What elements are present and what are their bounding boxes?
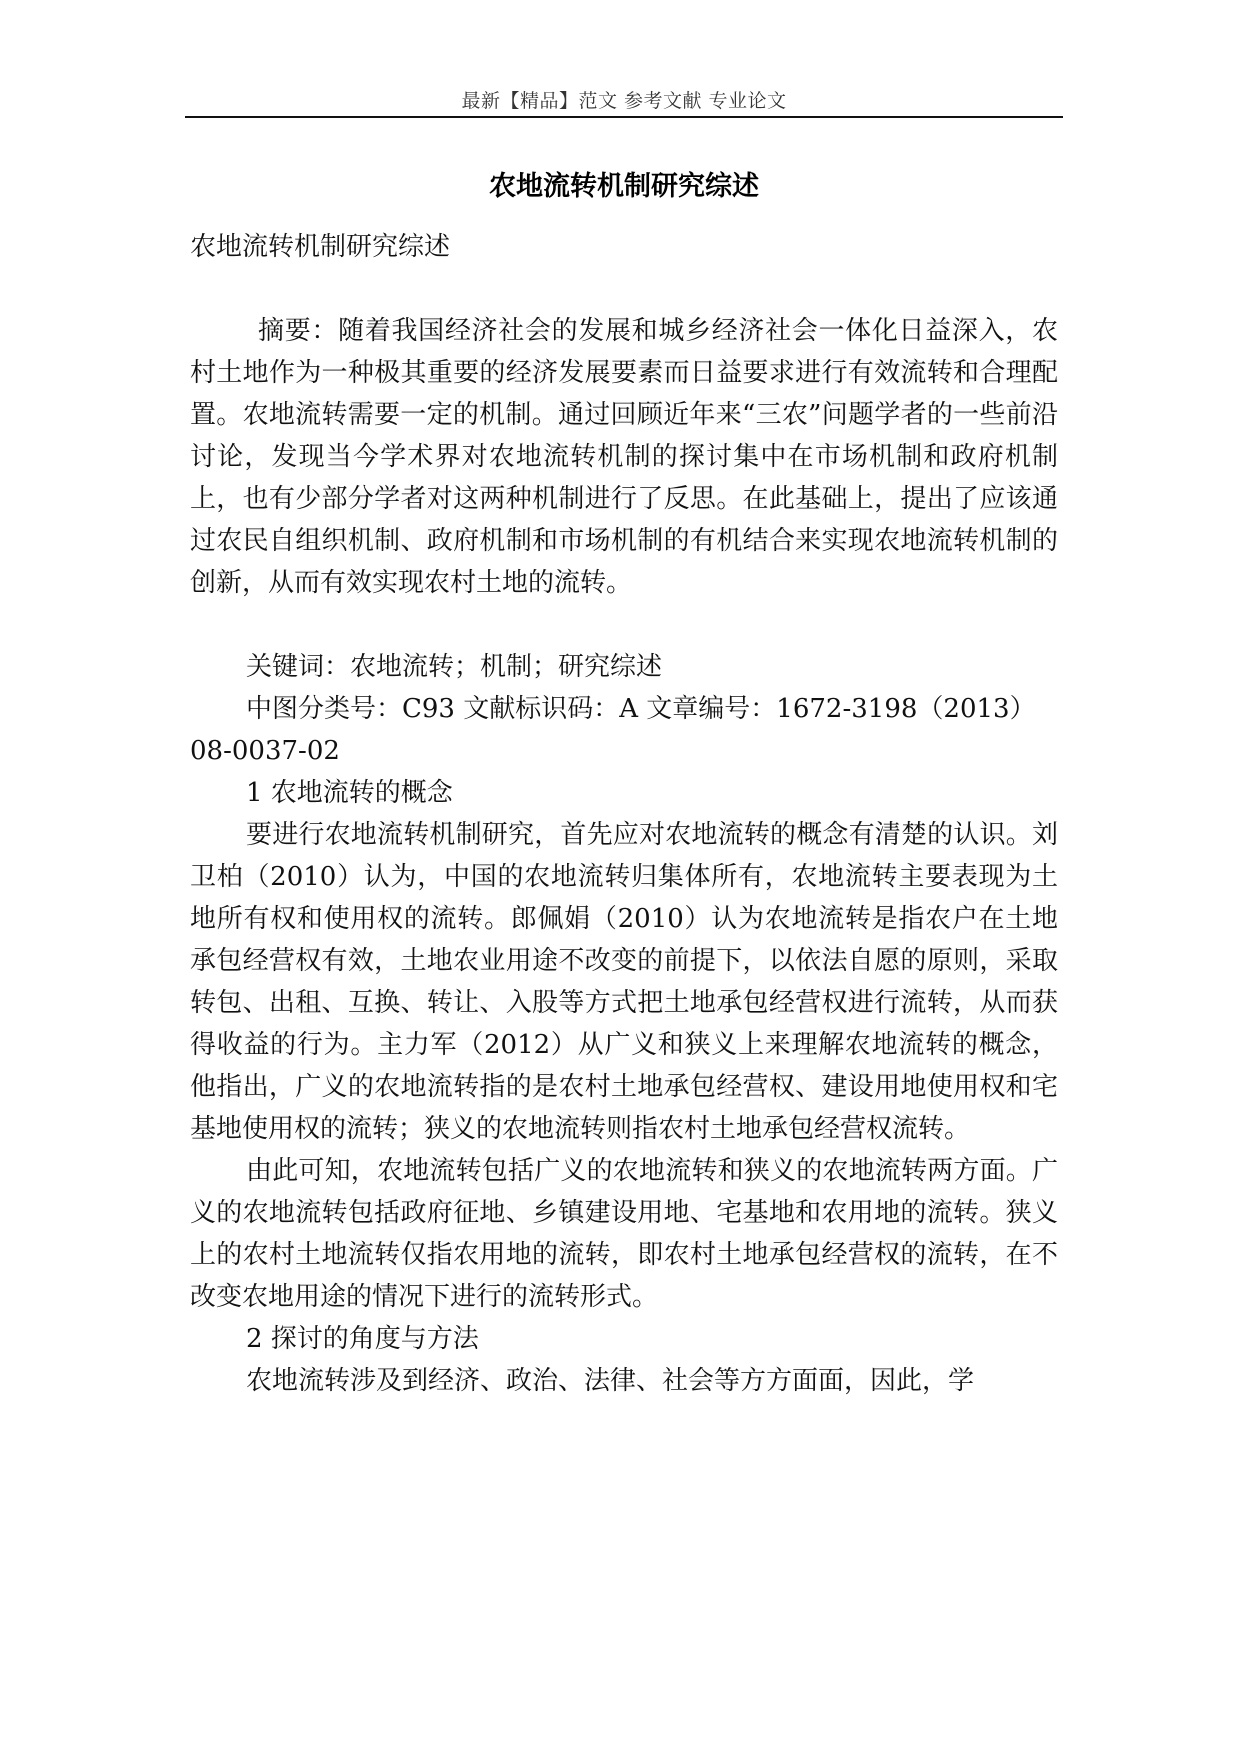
document-subtitle: 农地流转机制研究综述 xyxy=(190,232,451,262)
body-paragraph: 要进行农地流转机制研究，首先应对农地流转的概念有清楚的认识。刘卫柏（2010）认为，中国的农地流转归集体所有，农地流转主要表现为土地所有权和使用权的流转。郎佩娟（2010）认为农地流转是指农户在土地承包经营权有效，土地农业用途不改变的前提下，以依法自愿的原则，采取转包、出租、互换、转让、入股等方式把土地承包经营权进行流转，从而获得收益的行为。主力军（2012）从广义和狭义上来理解农地流转的概念，他指出，广义的农地流转指的是农村土地承包经营权、建设用地使用权和宅基地使用权的流转；狭义的农地流转则指农村土地承包经营权流转。 xyxy=(190,820,1058,1144)
abstract-paragraph: 摘要：随着我国经济社会的发展和城乡经济社会一体化日益深入，农村土地作为一种极其重要的经济发展要素而日益要求进行有效流转和合理配置。农地流转需要一定的机制。通过回顾近年来“三农”问题学者的一些前沿讨论，发现当今学术界对农地流转机制的探讨集中在市场机制和政府机制上，也有少部分学者对这两种机制进行了反思。在此基础上，提出了应该通过农民自组织机制、政府机制和市场机制的有机结合来实现农地流转机制的创新，从而有效实现农村土地的流转。 xyxy=(190,316,1058,598)
header-divider xyxy=(185,116,1063,118)
section-heading: 2 探讨的角度与方法 xyxy=(246,1324,479,1354)
document-title: 农地流转机制研究综述 xyxy=(489,171,759,202)
body-paragraph: 农地流转涉及到经济、政治、法律、社会等方方面面，因此，学 xyxy=(246,1366,975,1396)
body-paragraph: 由此可知，农地流转包括广义的农地流转和狭义的农地流转两方面。广义的农地流转包括政府征地、乡镇建设用地、宅基地和农用地的流转。狭义上的农村土地流转仅指农用地的流转，即农村土地承包经营权的流转，在不改变农地用途的情况下进行的流转形式。 xyxy=(190,1156,1058,1312)
page-header: 最新【精品】范文 参考文献 专业论文 xyxy=(461,90,787,112)
classification-line-continued: 08-0037-02 xyxy=(190,736,340,766)
keywords-line: 关键词：农地流转；机制；研究综述 xyxy=(246,652,663,682)
document-body xyxy=(190,226,1058,1402)
classification-line: 中图分类号：C93 文献标识码：A 文章编号：1672-3198（2013） xyxy=(246,694,1036,724)
section-heading: 1 农地流转的概念 xyxy=(246,778,453,808)
